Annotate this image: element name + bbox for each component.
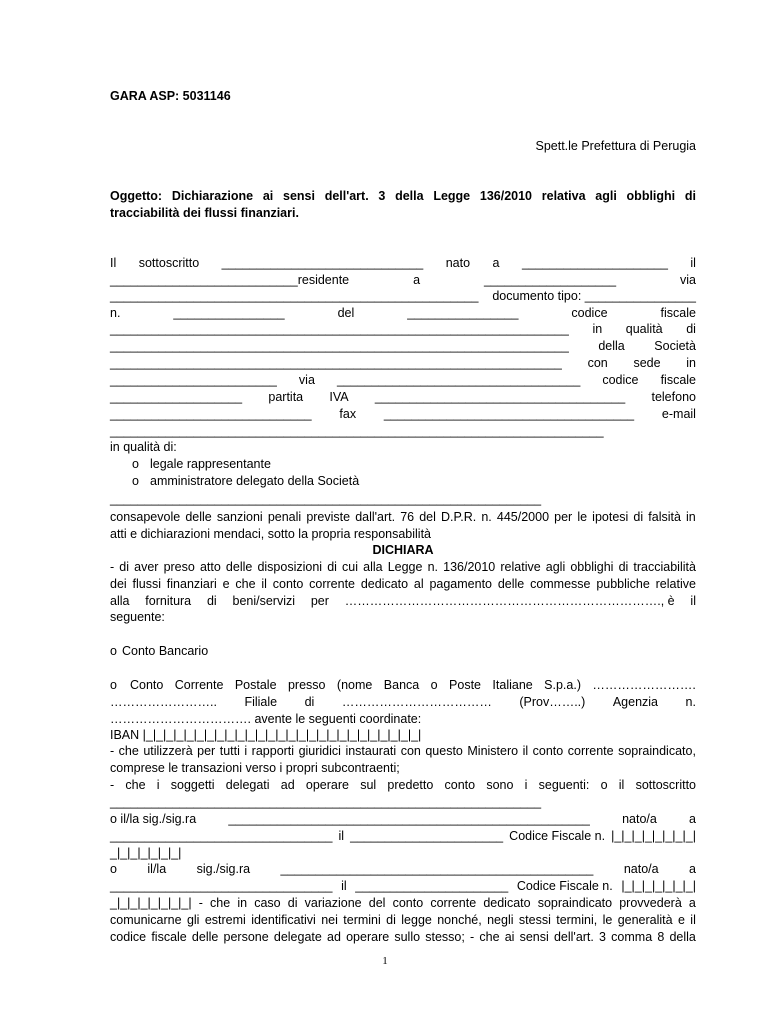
- word: ___________________: [110, 390, 243, 404]
- word: preso: [163, 560, 195, 574]
- word: a: [413, 273, 421, 287]
- word: delle: [497, 577, 525, 591]
- word: Ministero: [467, 744, 519, 758]
- word: disposizioni: [257, 560, 323, 574]
- word: soggetti: [170, 778, 215, 792]
- word: termini: [343, 913, 381, 927]
- word: Società: [654, 339, 696, 353]
- word: a: [492, 256, 500, 270]
- form-line-10: [110, 406, 696, 423]
- form-line-2: [110, 272, 696, 289]
- word: di: [206, 594, 217, 608]
- word: sede: [633, 356, 661, 370]
- word: n.: [427, 560, 439, 574]
- option-legale-rappresentante[interactable]: [132, 456, 718, 473]
- word: -: [470, 930, 475, 944]
- declaration-line-4: seguente:: [110, 610, 165, 624]
- word: Corrente: [174, 678, 224, 692]
- circle-bullet-icon: o: [132, 457, 139, 471]
- word: di: [386, 913, 396, 927]
- word: generalità: [617, 913, 673, 927]
- word: termini,: [556, 913, 598, 927]
- word: ai: [262, 189, 274, 203]
- word: caso: [254, 896, 281, 910]
- word: Agenzia: [612, 695, 659, 709]
- word: _____________________________: [221, 256, 424, 270]
- word: conto: [272, 577, 304, 591]
- word: Il: [110, 256, 117, 270]
- word: sanzioni: [216, 510, 263, 524]
- word: e: [222, 577, 230, 591]
- form-line-3: [110, 288, 696, 305]
- gara-code: GARA ASP: 5031146: [110, 89, 231, 103]
- word: sensi: [519, 930, 549, 944]
- soggetti-line-1: [110, 777, 696, 794]
- circle-bullet-icon: o: [110, 644, 117, 658]
- person-2-line-3: [110, 895, 696, 912]
- word: operare: [346, 930, 390, 944]
- word: per: [197, 744, 216, 758]
- word: pubbliche: [596, 577, 650, 591]
- word: sul: [360, 778, 377, 792]
- word: D.P.R.: [441, 510, 477, 524]
- form-line-4: [110, 305, 696, 322]
- word: in: [686, 356, 696, 370]
- word: delegate: [273, 930, 322, 944]
- word: per: [554, 510, 573, 524]
- word: Codice Fiscale n.: [509, 829, 606, 843]
- word: ____________________________________: [374, 390, 626, 404]
- word: Banca: [383, 678, 420, 692]
- word: rapporti: [251, 744, 295, 758]
- word: di: [287, 896, 298, 910]
- word: -: [110, 560, 115, 574]
- word: della: [669, 930, 696, 944]
- word: e-mail: [661, 407, 696, 421]
- option-label: legale rappresentante: [150, 457, 271, 471]
- word: che: [479, 930, 500, 944]
- form-line-9: [110, 389, 696, 406]
- word: il: [618, 778, 625, 792]
- word: 8: [657, 930, 665, 944]
- word: Oggetto:: [110, 189, 163, 203]
- form-line-5: [110, 321, 696, 338]
- word: ___________________: [483, 273, 617, 287]
- form-line-8: [110, 372, 696, 389]
- word: documento tipo: ________________: [492, 289, 696, 303]
- word: dall'art.: [355, 510, 396, 524]
- word: comunicarne: [110, 913, 182, 927]
- word: ________________________: [110, 373, 277, 387]
- word: di: [119, 560, 130, 574]
- person-2-line-2: [110, 878, 696, 895]
- word: previste: [306, 510, 351, 524]
- word: nonché,: [437, 913, 482, 927]
- word: dei: [110, 577, 127, 591]
- word: nato/a: [623, 862, 659, 876]
- word: tracciabilità: [633, 560, 696, 574]
- word: o: [110, 862, 117, 876]
- word: di: [304, 695, 315, 709]
- word: sottoscritto: [635, 778, 696, 792]
- option-amministratore-delegato[interactable]: [132, 473, 718, 490]
- word: variazione: [304, 896, 362, 910]
- word: Legge: [387, 560, 423, 574]
- form-line-11: _______________________________________________________________________: [110, 424, 604, 438]
- word: IVA: [329, 390, 349, 404]
- word: per: [310, 594, 329, 608]
- word: _|_|_|_|_|_|_|_|: [110, 896, 192, 910]
- word: dedicato: [360, 577, 409, 591]
- word: ________________________________: [110, 829, 333, 843]
- option-label: Conto Bancario: [122, 644, 209, 658]
- word: instaurati: [345, 744, 397, 758]
- word: sono: [486, 778, 514, 792]
- word: delle: [225, 560, 253, 574]
- word: provvederà: [619, 896, 682, 910]
- person-1-line-2: [110, 828, 696, 845]
- word: partita: [268, 390, 304, 404]
- word: __________________________________________________________________: [110, 322, 569, 336]
- word: tutti: [219, 744, 240, 758]
- word: delle: [185, 510, 212, 524]
- word: atto: [199, 560, 221, 574]
- word: pagamento: [429, 577, 493, 591]
- word: di: [684, 189, 696, 203]
- word: sopraindicato,: [618, 744, 696, 758]
- word: finanziari: [166, 577, 217, 591]
- conto-postale-line-3: ……………………………. avente le seguenti coordinate:: [110, 712, 422, 726]
- word: relativa: [541, 189, 586, 203]
- word: il: [522, 744, 529, 758]
- word: _____________________________________________________: [110, 289, 479, 303]
- word: ______________________: [350, 829, 504, 843]
- word: con: [587, 356, 608, 370]
- word: ___________________________________: [336, 373, 581, 387]
- word: sullo: [394, 930, 421, 944]
- word: 136/2010: [479, 189, 533, 203]
- word: in: [686, 510, 696, 524]
- word: persone: [223, 930, 269, 944]
- subject-line-1: [110, 188, 696, 205]
- word: corrente: [309, 577, 356, 591]
- word: 3: [378, 189, 386, 203]
- word: che: [235, 577, 256, 591]
- word: con: [400, 744, 421, 758]
- word: fiscale: [151, 930, 187, 944]
- word: legge: [401, 913, 432, 927]
- person-2-line-1: [110, 861, 696, 878]
- word: 445/2000: [496, 510, 550, 524]
- word: __________________________________________________________________: [110, 339, 569, 353]
- word: ad: [327, 930, 341, 944]
- word: Italiane: [492, 678, 533, 692]
- word: Codice Fiscale n.: [516, 879, 613, 893]
- word: sottoscritto: [138, 256, 200, 270]
- word: il: [690, 256, 696, 270]
- form-line-6: [110, 338, 696, 355]
- word: beni/servizi: [232, 594, 296, 608]
- word: presso: [287, 678, 326, 692]
- word: il/la: [147, 862, 167, 876]
- word: predetto: [387, 778, 434, 792]
- word: Conto: [130, 678, 164, 692]
- word: n.: [481, 510, 492, 524]
- word: Dichiarazione: [171, 189, 254, 203]
- word: corrente: [430, 896, 477, 910]
- word: fax: [339, 407, 357, 421]
- word: sopraindicato: [537, 896, 613, 910]
- word: della: [598, 339, 625, 353]
- word: nei: [321, 913, 338, 927]
- word: sig./sig.ra: [196, 862, 251, 876]
- word: n.: [685, 695, 696, 709]
- word: gli: [186, 913, 200, 927]
- word: comma: [611, 930, 653, 944]
- word: a: [689, 862, 696, 876]
- circle-bullet-icon: o: [132, 474, 139, 488]
- word: agli: [595, 189, 617, 203]
- consapevole-line-2: atti e dichiarazioni mendaci, sotto la propria responsabilità: [110, 527, 432, 541]
- word: |_|_|_|_|_|_|_|: [621, 879, 696, 893]
- word: relative: [655, 577, 696, 591]
- form-line-1: [110, 255, 696, 272]
- word: penali: [267, 510, 302, 524]
- word: operare: [305, 778, 349, 792]
- word: alla: [363, 560, 383, 574]
- word: o: [430, 678, 438, 692]
- word: i: [244, 744, 248, 758]
- conto-postale-line-2: [110, 694, 696, 711]
- word: -: [198, 896, 203, 910]
- person-1-line-1: [110, 811, 696, 828]
- subject-line-2: tracciabilità dei flussi finanziari.: [110, 206, 299, 220]
- word: stessi: [518, 913, 551, 927]
- word: il: [338, 829, 345, 843]
- declaration-line-3: [110, 593, 696, 610]
- word: 136/2010: [443, 560, 496, 574]
- usage-line-2: comprese le transazioni verso i propri subcontraenti;: [110, 761, 400, 775]
- word: _____________________________: [110, 407, 312, 421]
- word: nato/a: [622, 812, 657, 826]
- person-1-line-3: _|_|_|_|_|_|_|: [110, 846, 182, 860]
- word: ……………………..: [110, 695, 217, 709]
- word: codice: [571, 306, 608, 320]
- word: il: [690, 913, 696, 927]
- word: o il/la sig./sig.ra: [110, 812, 197, 826]
- word: del: [419, 510, 436, 524]
- word: negli: [487, 913, 514, 927]
- word: ________________________________: [110, 879, 333, 893]
- word: (nome: [336, 678, 373, 692]
- word: aver: [134, 560, 159, 574]
- consapevole-line-1: [110, 509, 696, 526]
- word: del: [337, 306, 355, 320]
- word: delegati: [225, 778, 270, 792]
- word: -: [110, 778, 115, 792]
- word: commesse: [530, 577, 591, 591]
- word: telefono: [651, 390, 696, 404]
- word: …………………………………………………………………., è: [344, 594, 675, 608]
- declaration-line-2: [110, 576, 696, 593]
- word: Filiale: [244, 695, 278, 709]
- word: ________________: [173, 306, 285, 320]
- word: ad: [280, 778, 295, 792]
- word: che: [210, 896, 231, 910]
- word: _____________________________________________: [280, 862, 594, 876]
- word: agli: [545, 560, 566, 574]
- word: alla: [110, 594, 130, 608]
- word: ___________________________residente: [110, 273, 350, 287]
- word: dedicato: [483, 896, 531, 910]
- person-2-line-5: [110, 929, 696, 946]
- word: obblighi: [626, 189, 676, 203]
- word: utilizzerà: [143, 744, 193, 758]
- word: in: [592, 322, 603, 336]
- iban-field: IBAN |_|_|_|_|_|_|_|_|_|_|_|_|_|_|_|_|_|_|_|_|_|_|_|_|_|_|_|: [110, 728, 422, 742]
- word: qualità: [625, 322, 663, 336]
- word: flussi: [132, 577, 161, 591]
- word: fiscale: [660, 373, 696, 387]
- word: in: [237, 896, 248, 910]
- form-line-12: ______________________________________________________________: [110, 492, 542, 506]
- usage-line-1: [110, 743, 696, 760]
- word: S.p.a.): [544, 678, 581, 692]
- word: |_|_|_|_|_|_|_|_|: [611, 829, 696, 843]
- declaration-line-1: [110, 559, 696, 576]
- word: e: [677, 913, 685, 927]
- word: via: [298, 373, 315, 387]
- word: giuridici: [298, 744, 341, 758]
- word: a: [688, 896, 696, 910]
- word: relative: [500, 560, 541, 574]
- word: che: [118, 744, 139, 758]
- word: il: [341, 879, 347, 893]
- word: ____________________________________: [383, 407, 635, 421]
- word: delle: [191, 930, 219, 944]
- word: stesso;: [425, 930, 465, 944]
- word: al: [413, 577, 424, 591]
- document-page: [110, 0, 696, 1024]
- word: di: [327, 560, 337, 574]
- word: della: [395, 189, 424, 203]
- option-conto-bancario[interactable]: [110, 643, 696, 660]
- word: le: [577, 510, 588, 524]
- word: ______________________: [355, 879, 509, 893]
- page-number: 1: [382, 955, 388, 967]
- word: (Prov……..): [519, 695, 586, 709]
- word: questo: [425, 744, 463, 758]
- word: ipotesi: [592, 510, 629, 524]
- word: il: [261, 577, 267, 591]
- word: sensi: [283, 189, 315, 203]
- circle-bullet-icon: o: [110, 678, 117, 692]
- word: cui: [342, 560, 359, 574]
- word: le: [602, 913, 613, 927]
- word: ____________________________________________________: [228, 812, 590, 826]
- conto-postale-line-1[interactable]: [110, 677, 696, 694]
- word: seguenti:: [538, 778, 590, 792]
- word: i: [156, 778, 160, 792]
- word: ________________: [407, 306, 519, 320]
- soggetti-line-2: ______________________________________________________________: [110, 795, 542, 809]
- word: _____________________: [521, 256, 668, 270]
- word: del: [368, 896, 386, 910]
- word: ai: [504, 930, 515, 944]
- word: 76: [400, 510, 415, 524]
- word: che: [125, 778, 146, 792]
- word: consapevole: [110, 510, 181, 524]
- option-label: amministratore delegato della Società: [150, 474, 360, 488]
- word: fornitura: [145, 594, 192, 608]
- word: nato: [445, 256, 471, 270]
- word: i: [524, 778, 528, 792]
- word: falsità: [648, 510, 681, 524]
- dichiara-heading: DICHIARA: [372, 543, 434, 557]
- word: ………………………………: [341, 695, 492, 709]
- word: codice: [110, 930, 147, 944]
- word: di: [618, 560, 629, 574]
- word: identificativi: [251, 913, 316, 927]
- word: conto: [444, 778, 476, 792]
- word: a: [689, 812, 696, 826]
- word: Poste: [449, 678, 481, 692]
- word: _________________________________________________________________: [110, 356, 562, 370]
- word: corrente: [567, 744, 614, 758]
- word: il: [690, 594, 696, 608]
- word: -: [110, 744, 115, 758]
- word: conto: [532, 744, 564, 758]
- word: via: [679, 273, 696, 287]
- word: Postale: [234, 678, 277, 692]
- word: n.: [110, 306, 121, 320]
- in-qualita-label: in qualità di:: [110, 440, 177, 454]
- word: o: [600, 778, 608, 792]
- word: …………………….: [592, 678, 696, 692]
- word: fiscale: [660, 306, 696, 320]
- word: dell'art.: [324, 189, 369, 203]
- conto-postale-text: [130, 677, 696, 694]
- word: di: [633, 510, 644, 524]
- person-2-line-4: [110, 912, 696, 929]
- word: conto: [392, 896, 424, 910]
- word: dell'art.: [553, 930, 594, 944]
- addressee: Spett.le Prefettura di Perugia: [535, 139, 696, 153]
- word: codice: [602, 373, 639, 387]
- form-line-7: [110, 355, 696, 372]
- word: di: [686, 322, 696, 336]
- word: 3: [599, 930, 606, 944]
- word: obblighi: [570, 560, 614, 574]
- word: estremi: [204, 913, 246, 927]
- word: Legge: [433, 189, 471, 203]
